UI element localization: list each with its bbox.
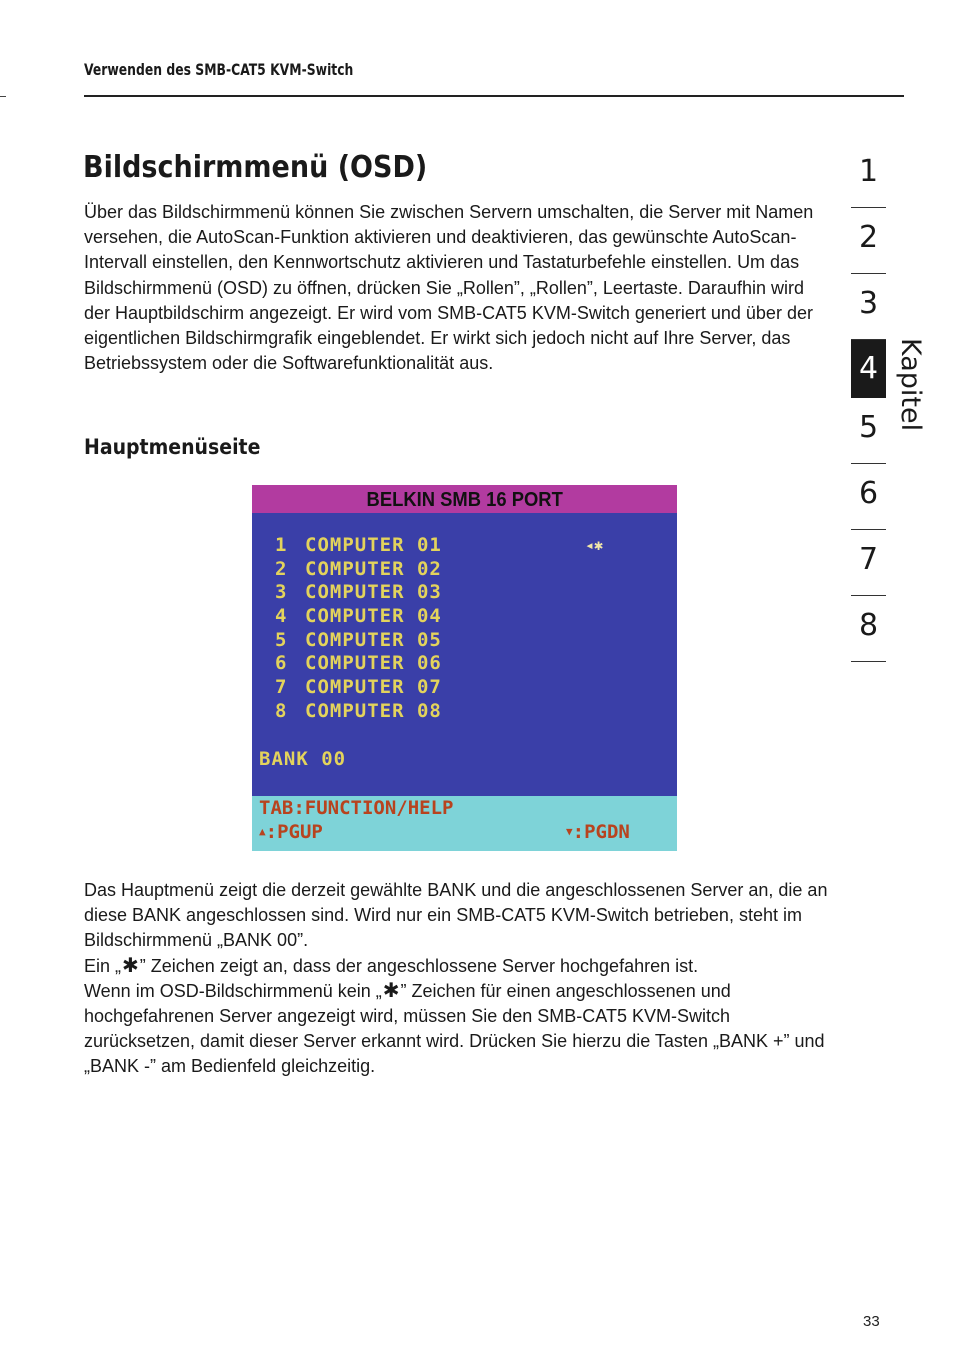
osd-list-item [252, 604, 677, 628]
chapter-divider [851, 207, 886, 208]
osd-item-name: COMPUTER 02 [305, 557, 442, 580]
osd-item-number: 5 [275, 628, 287, 651]
page-number: 33 [863, 1313, 880, 1330]
body-paragraph-2: Ein „✱” Zeichen zeigt an, dass der angeschlossene Server hochgefahren ist. [84, 954, 829, 979]
osd-item-name: COMPUTER 06 [305, 652, 442, 675]
chapter-tab-7: 7 [858, 542, 879, 577]
chapter-divider [851, 273, 886, 274]
page-title: Bildschirmmenü (OSD) [83, 150, 428, 185]
chapter-tab-4-active: 4 [851, 340, 886, 398]
osd-item-name: COMPUTER 04 [305, 605, 442, 628]
chapter-tab-8: 8 [858, 608, 879, 643]
osd-item-number: 6 [275, 652, 287, 675]
chapter-divider [851, 595, 886, 596]
osd-item-number: 4 [275, 605, 287, 628]
chapter-nav [851, 150, 886, 670]
up-arrow-icon: ▲ [259, 825, 266, 838]
asterisk-icon: ✱ [122, 954, 139, 977]
osd-title: BELKIN SMB 16 PORT [366, 489, 563, 511]
body-paragraph-3: Wenn im OSD-Bildschirmmenü kein „✱” Zeichen für einen angeschlossenen und hochgefahrenen Server angezeigt wird, müssen Sie den SMB-CAT5 KVM-Switch zurücksetzen, damit dieser Server erkannt wird. Drücken Sie hierzu die Tasten „BANK +” und „BANK -” am Bedienfeld gleichzeitig. [84, 979, 825, 1077]
osd-pgup-hint [259, 821, 323, 843]
osd-list-item [252, 699, 677, 723]
osd-item-name: COMPUTER 05 [305, 628, 442, 651]
osd-item-number: 3 [275, 581, 287, 604]
osd-help-hint: TAB:FUNCTION/HELP [259, 797, 454, 819]
chapter-divider [851, 661, 886, 662]
intro-paragraph: Über das Bildschirmmenü können Sie zwischen Servern umschalten, die Server mit Namen versehen, die AutoScan-Funktion aktivieren und deaktivieren, das gewünschte AutoScan-Intervall einstellen, den Kennwortschutz aktivieren und Tastaturbefehle einstellen. Um das Bildschirmmenü (OSD) zu öffnen, drücken Sie „Rollen”, „Rollen”, Leertaste. Daraufhin wird der Hauptbildschirm angezeigt. Er wird vom SMB-CAT5 KVM-Switch generiert und über der eigentlichen Bildschirmgrafik eingeblendet. Er wirkt sich jedoch nicht auf Ihre Server, das Betriebssystem oder die Softwarefunktionalität aus. [84, 202, 814, 374]
asterisk-icon: ✱ [382, 979, 400, 1002]
osd-pgdn-hint [566, 821, 630, 843]
edge-mark [0, 96, 6, 97]
osd-list-item [252, 557, 677, 581]
osd-item-number: 2 [275, 557, 287, 580]
osd-item-name: COMPUTER 08 [305, 699, 442, 722]
osd-list-item [252, 580, 677, 604]
chapter-tab-3: 3 [858, 286, 879, 321]
running-header: Verwenden des SMB-CAT5 KVM-Switch [84, 60, 354, 79]
osd-list-item [252, 628, 677, 652]
chapter-divider [851, 529, 886, 530]
osd-item-number: 8 [275, 699, 287, 722]
osd-item-number: 7 [275, 676, 287, 699]
osd-item-name: COMPUTER 01 [305, 534, 442, 556]
osd-list-item [252, 675, 677, 699]
chapter-divider [851, 463, 886, 464]
chapter-tab-2: 2 [858, 220, 879, 255]
osd-screenshot [252, 485, 677, 851]
body-paragraph-1: Das Hauptmenü zeigt die derzeit gewählte BANK und die angeschlossenen Server an, die an diese BANK angeschlossen sind. Wird nur ein SMB-CAT5 KVM-Switch betrieben, steht im Bildschirmmenü „BANK 00”. [84, 880, 828, 951]
osd-title-bar [252, 485, 677, 513]
down-arrow-icon: ▼ [566, 825, 573, 838]
osd-bank-label: BANK 00 [259, 748, 347, 770]
chapter-tab-6: 6 [858, 476, 879, 511]
osd-item-name: COMPUTER 03 [305, 581, 442, 604]
pgdn-label: :PGDN [572, 821, 630, 843]
chapter-label: Kapitel [895, 338, 926, 432]
body-text [84, 878, 829, 1080]
osd-item-number: 1 [275, 534, 287, 556]
header-rule [84, 95, 904, 97]
osd-footer [252, 796, 677, 851]
section-subtitle: Hauptmenüseite [84, 435, 261, 459]
osd-computer-list [252, 533, 677, 723]
active-server-marker-icon: ◂✱ [585, 536, 604, 554]
chapter-tab-5: 5 [858, 410, 879, 445]
pgup-label: :PGUP [265, 821, 323, 843]
chapter-tab-1: 1 [858, 154, 879, 189]
osd-list-item [252, 651, 677, 675]
osd-list-item [252, 533, 677, 557]
osd-item-name: COMPUTER 07 [305, 676, 442, 699]
